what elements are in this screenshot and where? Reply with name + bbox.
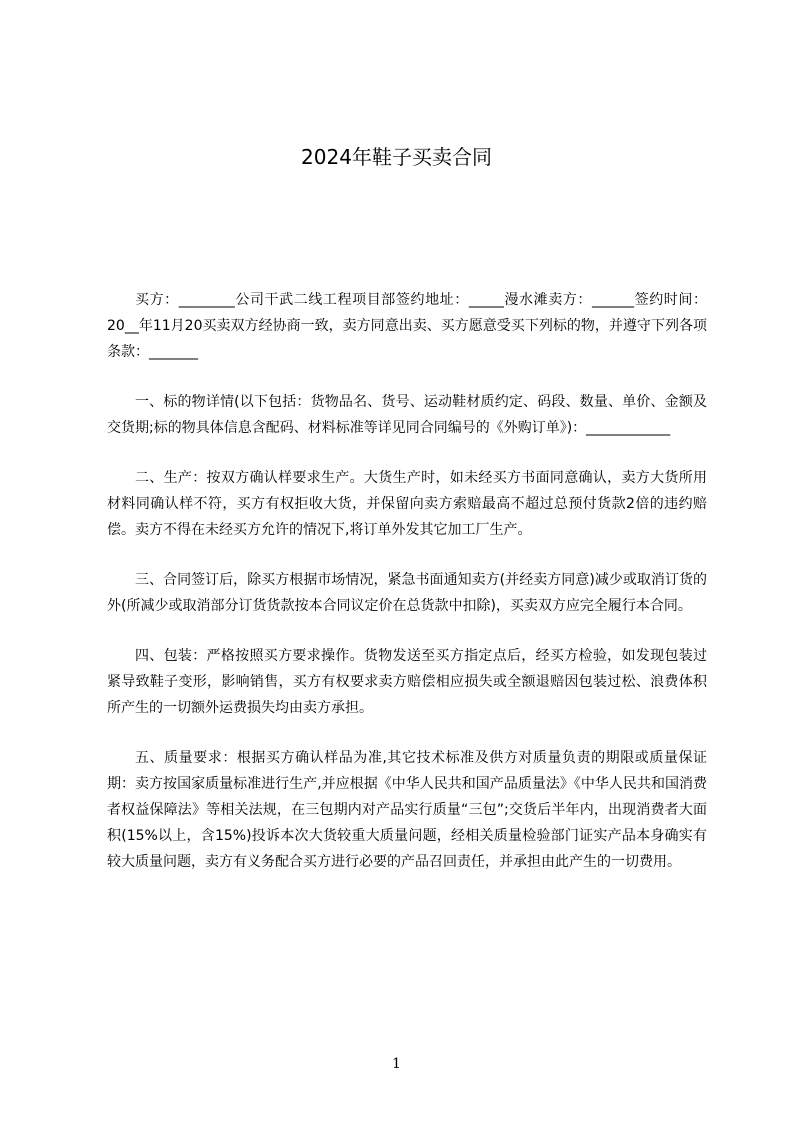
paragraph-parties: 买方：________公司干武二线工程项目部签约地址：_____漫水滩卖方：______签约时间：20__年11月20买卖双方经协商一致，卖方同意出卖、买方愿意受买下列标的物，并遵守下列各项条款：_______: [107, 292, 707, 360]
document-title: 2024年鞋子买卖合同: [301, 145, 492, 169]
paragraph-clause-1-goods-details: 一、标的物详情(以下包括：货物品名、货号、运动鞋材质约定、码段、数量、单价、金额及交货期;标的物具体信息含配码、材料标准等详见同合同编号的《外购订单》)：____________: [107, 394, 707, 436]
paragraph-clause-3-contract-performance: 三、合同签订后，除买方根据市场情况，紧急书面通知卖方(并经卖方同意)减少或取消订货的外(所减少或取消部分订货货款按本合同议定价在总货款中扣除)，买卖双方应完全履行本合同。: [107, 572, 707, 614]
paragraph-clause-5-quality: 五、质量要求：根据买方确认样品为准,其它技术标准及供方对质量负责的期限或质量保证期：卖方按国家质量标准进行生产,并应根据《中华人民共和国产品质量法》《中华人民共和国消费者权益保障法》等相关法规，在三包期内对产品实行质量“三包”;交货后半年内，出现消费者大面积(15%以上，含15%)投诉本次大货较重大质量问题，经相关质量检验部门证实产品本身确实有较大质量问题，卖方有义务配合买方进行必要的产品召回责任，并承担由此产生的一切费用。: [107, 750, 707, 870]
contract-body: [107, 287, 707, 899]
page-number: 1: [392, 1056, 401, 1072]
paragraph-clause-2-production: 二、生产：按双方确认样要求生产。大货生产时，如未经买方书面同意确认，卖方大货所用材料同确认样不符，买方有权拒收大货，并保留向卖方索赔最高不超过总预付货款2倍的违约赔偿。卖方不得在未经买方允许的情况下,将订单外发其它加工厂生产。: [107, 470, 707, 538]
paragraph-clause-4-packaging: 四、包装：严格按照买方要求操作。货物发送至买方指定点后，经买方检验，如发现包装过紧导致鞋子变形，影响销售，买方有权要求卖方赔偿相应损失或全额退赔因包装过松、浪费体积所产生的一切额外运费损失均由卖方承担。: [107, 648, 707, 716]
